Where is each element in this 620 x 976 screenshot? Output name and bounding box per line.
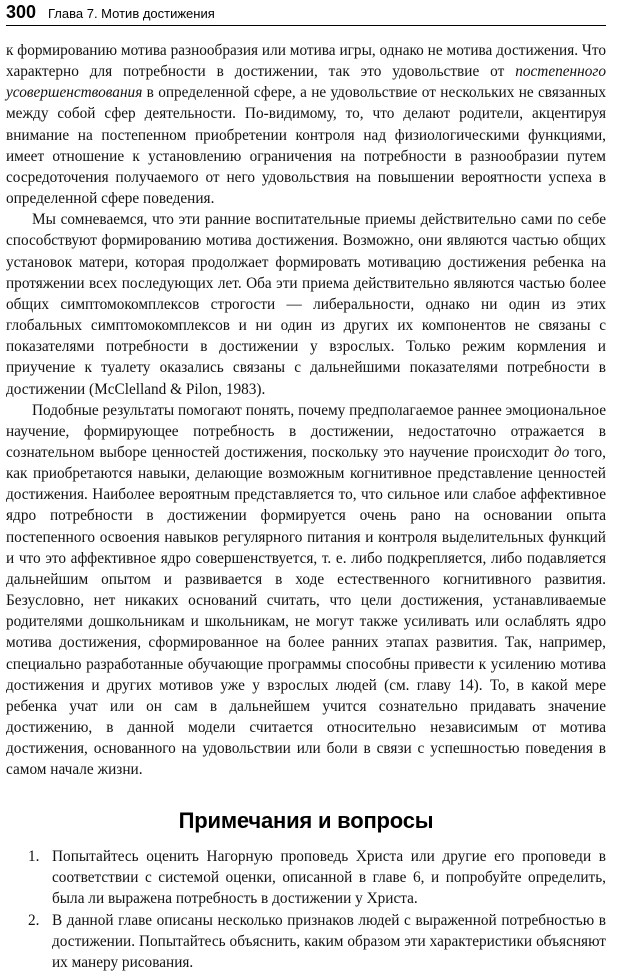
paragraph-3 (6, 400, 606, 781)
paragraph-3-italic: до (554, 443, 570, 461)
note-text: Попытайтесь оценить Нагорную проповедь Христа или другие его проповеди в соответствии с системой оценки, описанной в главе 6, и попробуйте определить, была ли выражена потребность в достижении у Христа. (52, 848, 606, 907)
paragraph-1 (6, 40, 606, 209)
paragraph-3-text-b: того, как приобретаются навыки, делающие возможным когнитивное представление ценностей достижения. Наиболее вероятным представляется то, что сильное или слабое аффективное ядро потребности в достижении формируется очень рано на основании опыта постепенного освоения навыков регулярного питания и контроля выделительных функций и что это аффективное ядро совершенствуется, т. е. либо подкрепляется, либо подавляется дальнейшим опытом и развивается в ходе естественного когнитивного развития. Безусловно, нет никаких оснований считать, что цели достижения, устанавливаемые родителями дошкольникам и школьникам, не могут также усиливать или ослаблять ядро мотива достижения, сформированное на более ранних этапах развития. Так, например, специально разработанные обучающие программы способны привести к усилению мотива достижения и других мотивов уже у взрослых людей (см. главу 14). То, в какой мере ребенка учат или он сам в дальнейшем учится сознательно придавать значение достижению, в данной модели считается относительно независимым от мотива достижения, основанного на удовольствии или боли в связи с успешностью поведения в самом начале жизни. (6, 443, 606, 779)
note-number: 1. (28, 848, 40, 865)
paragraph-2 (6, 209, 606, 399)
paragraph-3-text-a: Подобные результаты помогают понять, почему предполагаемое раннее эмоциональное научение, формирующее потребность в достижении, недостаточно отражается в сознательном выборе ценностей достижения, поскольку это научение происходит (6, 401, 606, 461)
paragraph-1-text-b: в определенной сфере, а не удовольствие от нескольких не связанных между собой сфер деятельности. По-видимому, то, что делают родители, акцентируя внимание на постепенном приобретении контроля над физиологическими функциями, имеет отношение к установлению ограничения на потребности в разнообразии путем сосредоточения получаемого от него удовольствия на повышении вероятности успеха в определенной сфере поведения. (6, 84, 606, 208)
paragraph-2-text: Мы сомневаемся, что эти ранние воспитательные приемы действительно сами по себе способствуют формированию мотива достижения. Возможно, они являются частью общих установок матери, которая продолжает формировать мотивацию достижения ребенка на протяжении всех последующих лет. Оба эти приема действительно являются частью более общих симптомокомплексов строгости — либеральности, однако ни один из этих глобальных симптомокомплексов и ни один из других их компонентов не связаны с показателями потребности в достижении у взрослых. Только режим кормления и приучение к туалету оказались связаны с дальнейшими показателями потребности в достижении (McClelland & Pilon, 1983). (6, 211, 606, 398)
note-item (6, 847, 606, 909)
running-header (6, 3, 606, 26)
paragraph-1-text-a: к формированию мотива разнообразия или мотива игры, однако не мотива достижения. Что характерно для потребности в достижении, так это удовольствие от (6, 42, 606, 81)
main-text (6, 40, 606, 780)
note-item (6, 911, 606, 973)
section-heading: Примечания и вопросы (178, 808, 434, 833)
page-number: 300 (6, 2, 37, 22)
note-number: 2. (28, 912, 40, 930)
note-text: В данной главе описаны несколько признаков людей с выраженной потребностью в достижении. Попытайтесь объяснить, каким образом эти характеристики объясняют их манеру рисования. (52, 912, 606, 971)
notes-list (6, 847, 606, 976)
paragraph-1-italic: постепенного усовершенствования (6, 63, 606, 102)
chapter-title: Глава 7. Мотив достижения (48, 6, 215, 21)
